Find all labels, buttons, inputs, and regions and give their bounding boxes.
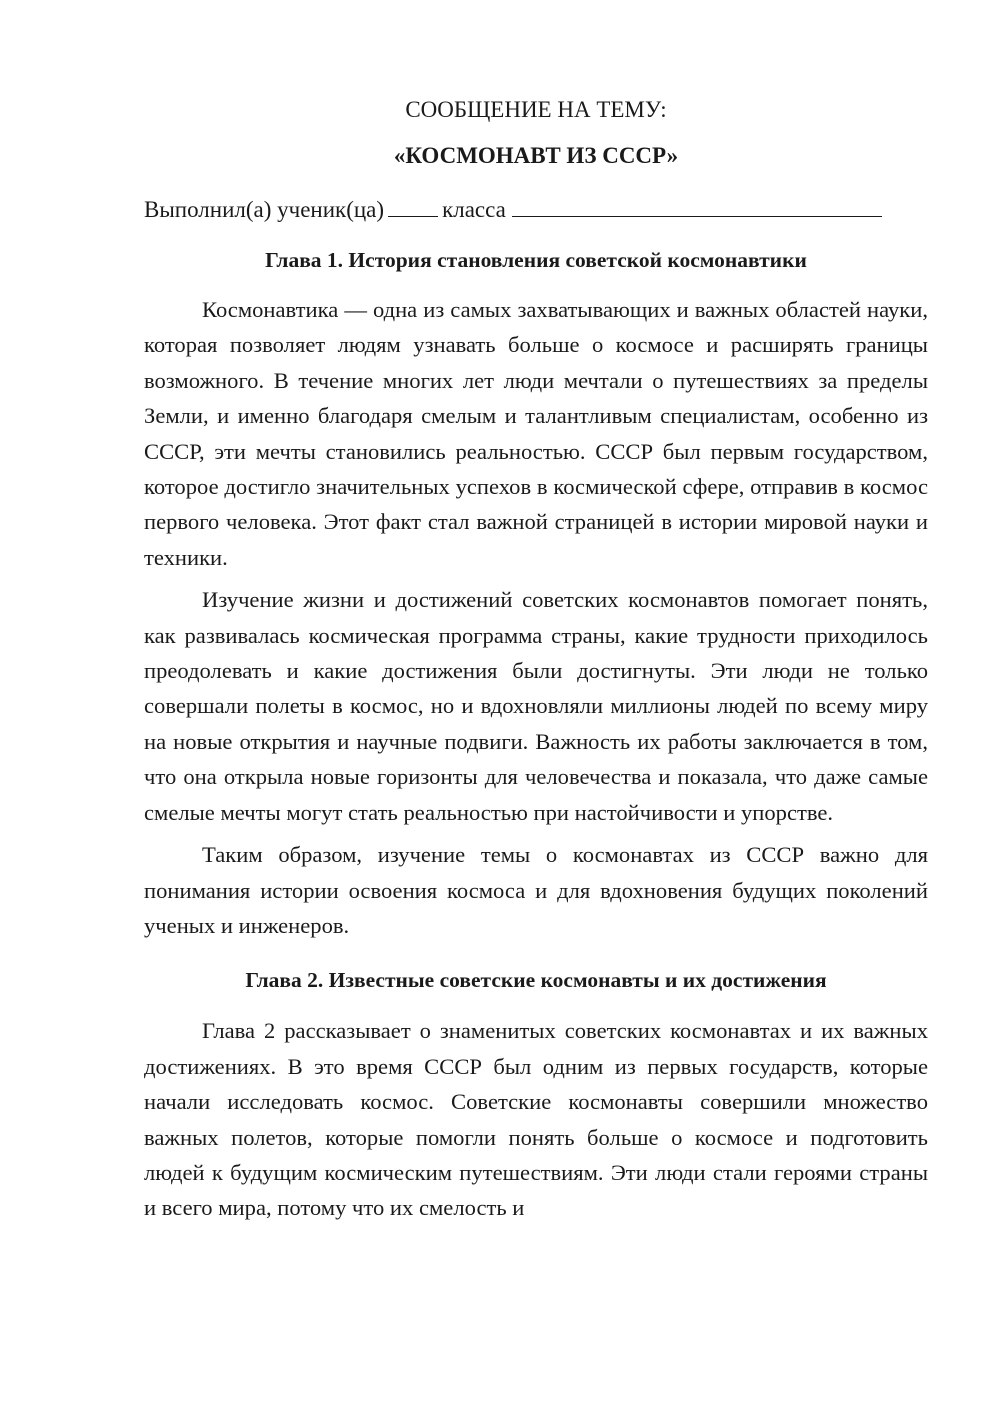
chapter-1-paragraph: Таким образом, изучение темы о космонавтах из СССР важно для понимания истории освоения космоса и для вдохновения будущих поколений ученых и инженеров. [144,842,928,938]
student-name-blank [512,196,882,217]
document-page [144,0,928,1226]
author-prefix: Выполнил(а) ученик(ца) [144,197,385,222]
author-line [144,195,928,225]
chapter-2-title: Глава 2. Известные советские космонавты и их достижения [245,968,827,993]
class-label: класса [442,197,506,222]
chapter-1-paragraph: Изучение жизни и достижений советских космонавтов помогает понять, как развивалась космическая программа страны, какие трудности приходилось преодолевать и какие достижения были достигнуты. Эти люди не только совершали полеты в космос, но и вдохновляли миллионы людей по всему миру на новые открытия и научные подвиги. Важность их работы заключается в том, что она открыла новые горизонты для человечества и показала, что даже самые смелые мечты могут стать реальностью при настойчивости и упорстве. [144,587,928,825]
class-number-blank [388,196,438,217]
chapter-1-title: Глава 1. История становления советской космонавтики [265,248,807,272]
document-title-line-1: СООБЩЕНИЕ НА ТЕМУ: [405,97,667,122]
chapter-2-paragraph: Глава 2 рассказывает о знаменитых советских космонавтах и их важных достижениях. В это время СССР был одним из первых государств, которые начали исследовать космос. Советские космонавты совершили множество важных полетов, которые помогли понять больше о космосе и подготовить людей к будущим космическим путешествиям. Эти люди стали героями страны и всего мира, потому что их смелость и [144,1018,928,1221]
chapter-1-paragraph: Космонавтика — одна из самых захватывающих и важных областей науки, которая позволяет людям узнавать больше о космосе и расширять границы возможного. В течение многих лет люди мечтали о путешествиях за пределы Земли, и именно благодаря смелым и талантливым специалистам, особенно из СССР, эти мечты становились реальностью. СССР был первым государством, которое достигло значительных успехов в космической сфере, отправив в космос первого человека. Этот факт стал важной страницей в истории мировой науки и техники. [144,297,928,570]
document-title-line-2: «КОСМОНАВТ ИЗ СССР» [393,143,679,168]
